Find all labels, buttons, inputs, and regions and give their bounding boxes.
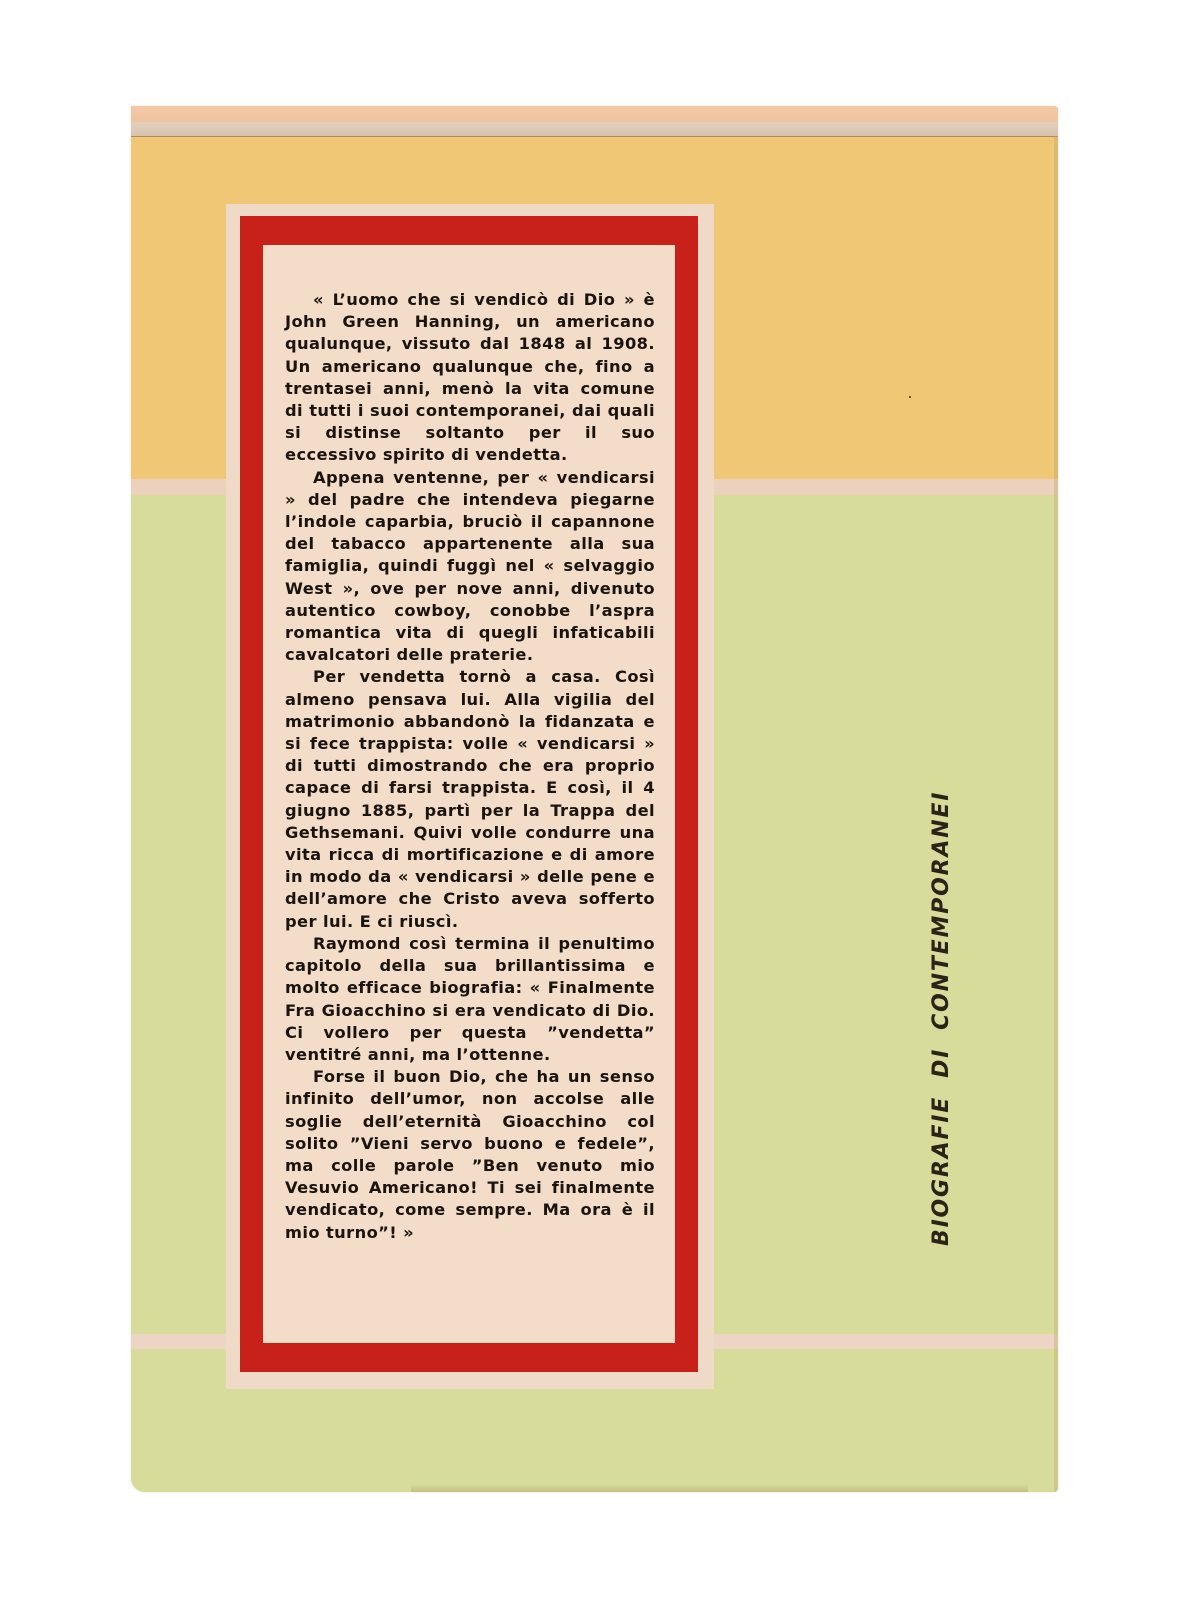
blurb-paragraph-1: « L’uomo che si vendicò di Dio » è John Green Hanning, un americano qualunque, vissuto dal 1848 al 1908. Un americano qualunque che, fino a trentasei anni, menò la vita comune di tutti i suoi contemporanei, dai quali si distinse soltanto per il suo eccessivo spirito di vendetta. [285,290,655,465]
series-title-word-3: CONTEMPORANEI [929,790,954,1030]
blurb-paragraph-5: Forse il buon Dio, che ha un senso infinito dell’umor, non accolse alle soglie dell’eternità Gioacchino col solito ”Vieni servo buono e fedele”, ma colle parole ”Ben venuto mio Vesuvio Americano! Ti sei finalmente vendicato, come sempre. Ma ora è il mio turno”! » [285,1067,655,1242]
bottom-edge-wear [411,1484,1028,1492]
series-title [929,791,954,1246]
book-top-edge-pages [131,122,1058,137]
series-title-word-2: DI [929,1047,954,1078]
blurb-panel [263,245,675,1343]
blurb-paragraph-4: Raymond così termina il penultimo capitolo della sua brillantissima e molto efficace biografia: « Finalmente Fra Gioacchino si era vendicato di Dio. Ci vollero per questa ”vendetta” ventitré anni, ma l’ottenne. [285,933,655,1064]
blurb-text [285,289,655,1244]
speck-mark [909,396,911,398]
series-title-word-1: BIOGRAFIE [929,1095,954,1246]
book-top-edge [131,106,1058,123]
blurb-panel-outer [226,204,714,1389]
blurb-red-frame [240,216,698,1372]
book-back-cover [131,106,1058,1492]
blurb-paragraph-3: Per vendetta tornò a casa. Così almeno pensava lui. Alla vigilia del matrimonio abbandonò la fidanzata e si fece trappista: volle « vendicarsi » di tutti dimostrando che era proprio capace di farsi trappista. E così, il 4 giugno 1885, partì per la Trappa del Gethsemani. Quivi volle condurre una vita ricca di mortificazione e di amore in modo da « vendicarsi » delle pene e dell’amore che Cristo aveva sofferto per lui. E ci riuscì. [285,667,655,931]
book-right-edge [1054,136,1058,1492]
blurb-paragraph-2: Appena ventenne, per « vendicarsi » del padre che intendeva piegarne l’indole caparbia, bruciò il capannone del tabacco appartenente alla sua famiglia, quindi fuggì nel « selvaggio West », ove per nove anni, divenuto autentico cowboy, conobbe l’aspra romantica vita di quegli infaticabili cavalcatori delle praterie. [285,467,655,665]
